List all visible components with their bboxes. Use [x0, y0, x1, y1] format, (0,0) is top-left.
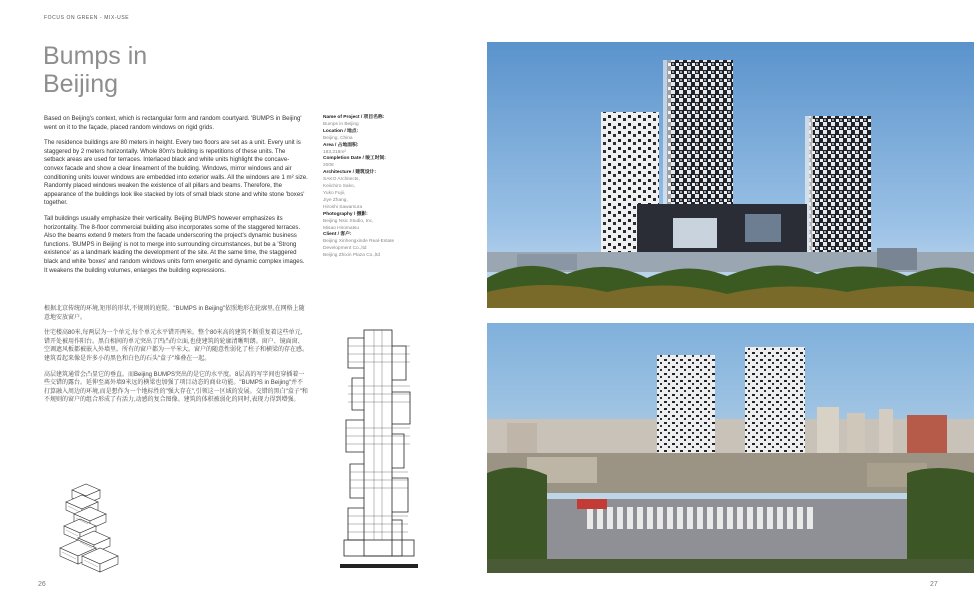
- info-label: Location / 地点:: [323, 128, 359, 134]
- project-info: [323, 115, 415, 260]
- info-value: Beijing Zhixin Plaza Co.,ltd: [323, 253, 381, 259]
- paragraph: 高层建筑通常会凸显它的垂直。而Beijing BUMPS突出的是它的水平度。8层高的写字间也穿插着一些交错的露台。延伸至离外墙9米远的横梁也加强了项目动态的商业功能。"BUMPS in Beijing"并不打算融入周边的环境,而是想作为一个地标性的"强大存在",引领这一区域的发展。交错的黑白"盒子"和不规则的窗户的组合形成了有活力,动感的复合图像。建筑的体积被弱化的同时,表现力得到增强。: [44, 371, 308, 404]
- building-photo-bottom: [487, 323, 974, 573]
- info-value: Development Co.,ltd: [323, 246, 367, 252]
- paragraph: The residence buildings are 80 meters in height. Every two floors are set as a unit. Every unit is staggered by 2 meters horizontally. Whole 80m's building is repetitions of these units. The setback areas are used for terraces. Interlaced black and white units highlight the concave-convex facade and show a clear lineament of the building. Windows, mirror windows and air conditioning units louver windows are embedded into exterior walls. All the windows are 1 m² size. Randomly placed windows weaken the existence of all pillars and beams. Therefore, the appearance of the buildings look like stacked by lots of small black stone and white stone 'boxes' together.: [44, 139, 308, 207]
- info-value: Beijing Nsic Studio, Inc,: [323, 218, 374, 224]
- tower-right: [809, 116, 871, 260]
- paragraph: 住宅楼高80米,每两层为一个单元,每个单元水平错开两米。整个80米高的建筑不断重复着这些单元,错开处被用作阳台。黑白相间的单元突出了凹凸的立面,也使建筑的轮廓清晰明朗。窗户、镜面窗、空调遮风板都被嵌入外墙里。所有的窗户都为一平米大。窗户的随意性弱化了柱子和横梁的存在感。建筑看起来像是许多小的黑色和白色的石头"盒子"堆叠在一起。: [44, 330, 309, 362]
- info-value: Keiichiro Sako,: [323, 184, 355, 190]
- paragraph: Tall buildings usually emphasize their verticality. Beijing BUMPS however emphasizes its horizontality. The 8-floor commercial building also incorporates some of the staggered terraces. Also the beams extend 9 meters from the facade underscoring the project's dynamic business functions. 'BUMPS in Beijing' is not to merge into surrounding circumstances, but be a 'Strong existence' as a landmark leading the development of the site. At the same time, the staggered black and white 'boxes' and random windows units form energetic and dynamic complex images. It weakens the building volumes, enlarges the building expressions.: [44, 214, 305, 274]
- info-label: Area / 占地面积:: [323, 142, 359, 148]
- page-number-right: 27: [930, 581, 938, 588]
- section-header: FOCUS ON GREEN - MIX-USE: [44, 15, 130, 21]
- info-value: 2008: [323, 163, 334, 169]
- info-value: SAKO Architects,: [323, 177, 360, 183]
- info-value: Beijing Xinhengxinde Real-Estate: [323, 239, 395, 245]
- info-value: Hiroshi Sawamura: [323, 204, 363, 210]
- info-value: Jiye Zhang,: [323, 197, 348, 203]
- info-label: Photography / 摄影:: [323, 211, 368, 217]
- paragraph: 根据北京传统的环境,矩形的形状,不规则的庭院。"BUMPS in Beijing"依照地形在轮廓里,在网格上随意地安放窗户。: [44, 306, 305, 321]
- paragraph: Based on Beijing's context, which is rectangular form and random courtyard. 'BUMPS in Beijing' went on it to the façade, placed random windows on rigid grids.: [44, 115, 302, 131]
- page-number-left: 26: [38, 581, 46, 588]
- building-photo-top: [487, 42, 974, 308]
- info-value: Beijing, China: [323, 135, 353, 141]
- title-line-2: Beijing: [43, 70, 119, 98]
- info-value: Misao Hiromatsu: [323, 225, 359, 231]
- info-value: 183,218m²: [323, 149, 346, 155]
- english-body: [44, 115, 308, 282]
- info-value: Bumps in Beijing: [323, 121, 359, 127]
- title-line-1: Bumps in: [43, 42, 148, 70]
- info-label: Architecture / 建筑设计:: [323, 170, 377, 176]
- info-label: Client / 客户:: [323, 232, 352, 238]
- chinese-body: [44, 305, 308, 412]
- section-drawing: [340, 328, 418, 574]
- info-label: Name of Project / 项目名称:: [323, 115, 385, 120]
- info-value: Yuko Fujii,: [323, 190, 346, 196]
- info-label: Completion Date / 竣工时间:: [323, 156, 386, 162]
- isometric-sketch: [52, 482, 128, 578]
- page-title: [43, 42, 147, 98]
